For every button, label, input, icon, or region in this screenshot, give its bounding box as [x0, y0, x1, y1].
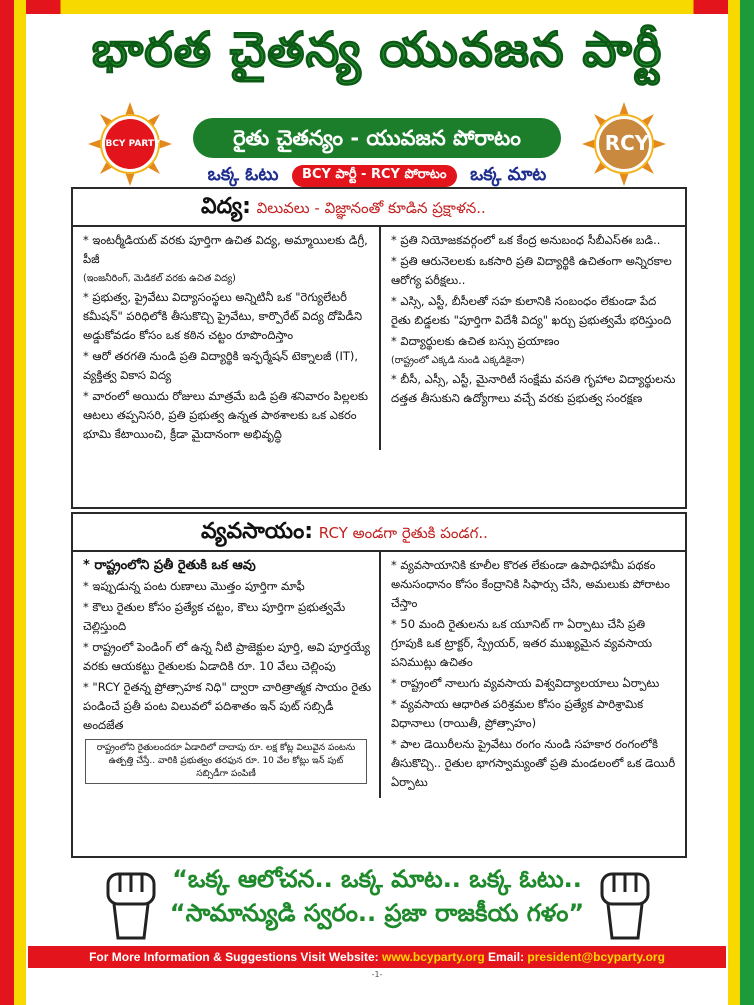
tagline-right: ఒక్క మాట [470, 164, 547, 185]
list-item: * వారంలో అయిదు రోజులు మాత్రమే బడి ప్రతి శనివారం పిల్లలకు ఆటలు తప్పనిసరి, ప్రతి ప్రభుత్వ ఉన్నత పాఠశాలకు ఒక ఎకరం భూమి కేటాయించి, క్రీడా మైదానంగా అభివృద్ధి [83, 389, 368, 441]
agriculture-section [71, 512, 687, 858]
education-value: విలువలు - విజ్ఞానంతో కూడిన ప్రక్షాళన.. [256, 199, 486, 217]
education-left-column [73, 227, 379, 450]
website-link[interactable]: www.bcyparty.org [382, 950, 485, 964]
subtitle-bar: రైతు చైతన్యం - యువజన పోరాటం [193, 118, 561, 158]
tagline-pill: BCY పార్టీ - RCY పోరాటం [292, 165, 456, 187]
list-item: * ఇంటర్మీడియట్ వరకు పూర్తిగా ఉచిత విద్య, అమ్మాయిలకు డిగ్రీ, పీజీ [83, 233, 368, 266]
list-item: * ఇప్పుడున్న పంట రుణాలు మొత్తం పూర్తిగా మాఫీ [83, 579, 305, 593]
list-item: * రాష్ట్రంలో నాలుగు వ్యవసాయ విశ్వవిద్యాలయాలు ఏర్పాటు [391, 676, 660, 690]
tagline [26, 164, 728, 189]
slogan-line-1: “ఒక్క ఆలోచన.. ఒక్క మాట.. ఒక్క ఓటు.. [172, 865, 582, 893]
list-item: (రాష్ట్రంలో ఎక్కడి నుండి ఎక్కడికైనా) [391, 355, 525, 366]
list-item: * ప్రభుత్వ, ప్రైవేటు విద్యాసంస్థలు అన్నిటినీ ఒక "రెగ్యులేటరీ కమీషన్" పరిధిలోకి తీసుకొచ్చి ప్రైవేటు, కార్పొరేట్ విద్య దోపిడీని అడ్డుకోవడం కోసం ఒక కఠిన చట్టం రూపొందిస్తాం [83, 290, 363, 342]
footer-email-label: Email: [488, 950, 525, 964]
education-columns [73, 227, 685, 450]
education-key: విద్య: [201, 194, 251, 219]
page [26, 14, 728, 965]
list-item: * ఆరో తరగతి నుండి ప్రతి విద్యార్థికి ఇన్ఫర్మేషన్ టెక్నాలజీ (IT), వ్యక్తిత్వ వికాస విద్య [83, 349, 359, 382]
list-item: (ఇంజనీరింగ్, మెడికల్ వరకు ఉచిత విద్య) [83, 273, 236, 284]
list-item: * పాల డెయిరీలను ప్రైవేటు రంగం నుండి సహకార రంగంలోకి తీసుకొచ్చి.. రైతుల భాగస్వామ్యంతో ప్రతి మండలంలో ఒక డెయిరీ ఏర్పాటు [391, 737, 676, 789]
slogan-block [26, 862, 728, 930]
list-item: * బీసీ, ఎస్సీ, ఎస్టీ, మైనారిటీ సంక్షేమ వసతి గృహాల విద్యార్థులను దత్తత తీసుకుని ఉద్యోగాలు వచ్చే వరకు ప్రభుత్వ సంరక్షణ [391, 372, 676, 405]
agriculture-left-column [73, 552, 379, 798]
education-section [71, 187, 687, 509]
logo-right-text: RCY [604, 131, 650, 155]
list-item: * 50 మంది రైతులను ఒక యూనిట్ గా ఏర్పాటు చేసి ప్రతి గ్రూపుకి ఒక ట్రాక్టర్, స్ప్రేయర్, ఇతర ముఖ్యమైన వ్యవసాయ పనిముట్లు ఉచితం [391, 617, 653, 669]
list-item: * రాష్ట్రంలో పెండింగ్ లో ఉన్న నీటి ప్రాజెక్టుల పూర్తి, అవి పూర్తయ్యే వరకు ఆయకట్టు రైతులకు ఏడాదికి రూ. 10 వేలు చెల్లింపు [83, 640, 371, 673]
list-item: * కౌలు రైతుల కోసం ప్రత్యేక చట్టం, కౌలు పూర్తిగా ప్రభుత్వమే చెల్లిస్తుంది [83, 600, 346, 633]
slogan-line-2: “సామాన్యుడి స్వరం.. ప్రజా రాజకీయ గళం” [169, 899, 585, 927]
education-heading [73, 189, 685, 227]
subsidy-note: రాష్ట్రంలోని రైతులందరూ ఏడాదిలో దాదాపు రూ. లక్ష కోట్ల విలువైన పంటను ఉత్పత్తి చేస్తే.. వారికి ప్రభుత్వం తరఫున రూ. 10 వేల కోట్లు ఇన్ పుట్ సబ్సిడీగా పంపిణీ [85, 739, 367, 784]
frame-left [0, 0, 26, 1005]
frame-right [728, 0, 754, 1005]
list-item: * వ్యవసాయానికి కూలీల కొరత లేకుండా ఉపాధిహామీ పథకం అనుసంధానం కోసం కేంద్రానికి సిఫార్సు చేసి, అమలుకు పోరాటం చేస్తాం [391, 558, 670, 610]
frame-top [0, 0, 754, 14]
education-right-column [379, 227, 685, 450]
agriculture-right-column [379, 552, 685, 798]
tagline-left: ఒక్క ఓటు [207, 164, 279, 185]
list-item: * విద్యార్థులకు ఉచిత బస్సు ప్రయాణం [391, 334, 560, 348]
list-item: * వ్యవసాయ ఆధారిత పరిశ్రమల కోసం ప్రత్యేక పారిశ్రామిక విధానాలు (రాయితీ, ప్రోత్సాహం) [391, 697, 644, 730]
list-item: * ప్రతి ఆరునెలలకు ఒకసారి ప్రతి విద్యార్థికి ఉచితంగా అన్నిరకాల ఆరోగ్య పరీక్షలు.. [391, 254, 672, 287]
party-title: భారత చైతన్య యువజన పార్టీ [91, 22, 663, 78]
footer-text: For More Information & Suggestions Visit Website: [89, 950, 379, 964]
logo-left-text: BCY PARTY [105, 139, 161, 149]
agriculture-columns [73, 552, 685, 798]
list-item: * ఎస్సి, ఎస్టీ, బీసీలతో సహ కులానికి సంబంధం లేకుండా పేద రైతు బిడ్డలకు "పూర్తిగా విదేశీ విద్య" ఖర్చు ప్రభుత్వమే భరిస్తుంది [391, 294, 672, 327]
page-number: -1- [371, 970, 383, 979]
agriculture-heading [73, 514, 685, 552]
agriculture-key: వ్యవసాయం: [201, 519, 314, 544]
list-item: * "RCY రైతన్న ప్రోత్సాహక నిధి" ద్వారా చారిత్రాత్మక సాయం రైతు పండించే ప్రతీ పంట విలువలో పదిశాతం ఇన్ పుట్ సబ్సిడీ అందజేత [83, 680, 372, 732]
list-item: * రాష్ట్రంలోని ప్రతీ రైతుకి ఒక ఆవు [83, 558, 256, 573]
email-link[interactable]: president@bcyparty.org [527, 950, 665, 964]
agriculture-value: RCY అండగా రైతుకి పండగ.. [318, 524, 488, 542]
list-item: * ప్రతి నియోజకవర్గంలో ఒక కేంద్ర అనుబంధ సీబీఎస్‌ఈ బడి.. [391, 233, 661, 247]
footer-bar [28, 946, 726, 968]
